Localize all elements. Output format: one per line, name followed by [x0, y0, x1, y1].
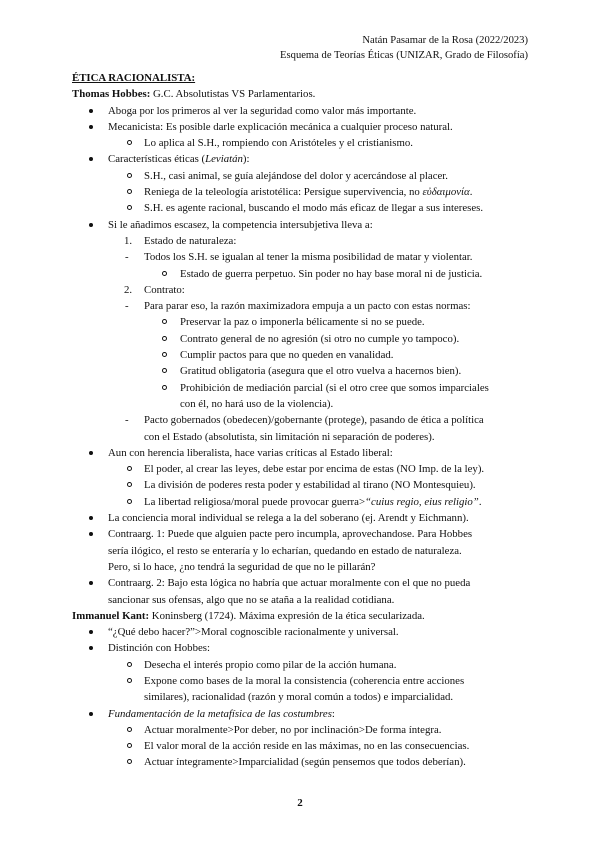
list-item: S.H., casi animal, se guía alejándose del dolor y acercándose al placer.: [72, 168, 530, 184]
list-item: Distinción con Hobbes:: [72, 640, 530, 656]
page-number: 2: [297, 797, 303, 809]
number-marker: 1.: [124, 234, 133, 247]
circle-bullet-icon: [127, 466, 132, 471]
list-item: Lo aplica al S.H., rompiendo con Aristóteles y el cristianismo.: [72, 135, 530, 151]
dash-marker: -: [125, 300, 129, 313]
list-item: Gratitud obligatoria (asegura que el otro vuelva a hacernos bien).: [72, 363, 530, 379]
circle-bullet-icon: [162, 271, 167, 276]
list-item: Cumplir pactos para que no queden en vanalidad.: [72, 347, 530, 363]
circle-bullet-icon: [127, 678, 132, 683]
circle-bullet-icon: [127, 743, 132, 748]
list-item: Prohibición de mediación parcial (si el otro cree que somos imparciales: [72, 380, 530, 396]
list-item: Estado de guerra perpetuo. Sin poder no hay base moral ni de justicia.: [72, 266, 530, 282]
circle-bullet-icon: [162, 336, 167, 341]
circle-bullet-icon: [127, 759, 132, 764]
numbered-item: 2. Contrato:: [72, 282, 530, 298]
numbered-item: 1. Estado de naturaleza:: [72, 233, 530, 249]
dash-item: - Para parar eso, la razón maximizadora empuja a un pacto con estas normas:: [72, 298, 530, 314]
hobbes-name: Thomas Hobbes:: [72, 88, 151, 101]
circle-bullet-icon: [127, 173, 132, 178]
kant-intro: Koninsberg (1724). Máxima expresión de la ética secularizada.: [149, 609, 425, 622]
bullet-icon: [89, 646, 93, 650]
circle-bullet-icon: [127, 205, 132, 210]
page-header: [280, 33, 528, 63]
list-item: Aun con herencia liberalista, hace varias críticas al Estado liberal:: [72, 445, 530, 461]
section-title: ÉTICA RACIONALISTA:: [72, 72, 196, 84]
list-item: “¿Qué debo hacer?”>Moral cognoscible racionalmente y universal.: [72, 624, 530, 640]
list-item: Características éticas (Leviatán):: [72, 151, 530, 167]
list-item: La conciencia moral individual se relega a la del soberano (ej. Arendt y Eichmann).: [72, 510, 530, 526]
dash-marker: -: [125, 251, 129, 264]
circle-bullet-icon: [127, 140, 132, 145]
dash-marker: -: [125, 414, 129, 427]
hobbes-heading: [72, 86, 530, 102]
bullet-icon: [89, 516, 93, 520]
bullet-icon: [89, 223, 93, 227]
list-item: Aboga por los primeros al ver la seguridad como valor más importante.: [72, 103, 530, 119]
kant-name: Immanuel Kant:: [72, 609, 150, 622]
header-author: Natán Pasamar de la Rosa (2022/2023): [362, 35, 528, 46]
kant-heading: [72, 608, 530, 624]
list-item: La división de poderes resta poder y estabilidad al tirano (NO Montesquieu).: [72, 477, 530, 493]
list-item-continuation: sería ilógico, el resto se enteraría y lo echarían, quedando en estado de naturaleza.: [108, 544, 462, 557]
list-item: Actuar moralmente>Por deber, no por inclinación>De forma íntegra.: [72, 722, 530, 738]
bullet-icon: [89, 630, 93, 634]
list-item: S.H. es agente racional, buscando el modo más eficaz de llegar a sus intereses.: [72, 200, 530, 216]
circle-bullet-icon: [127, 727, 132, 732]
list-item-continuation: sancionar sus ofensas, algo que no se ataña a la realidad cotidiana.: [108, 593, 395, 606]
list-item-continuation: similares), racionalidad (razón y moral común a todos) e imparcialidad.: [144, 691, 454, 704]
list-item: Si le añadimos escasez, la competencia intersubjetiva lleva a:: [72, 217, 530, 233]
bullet-icon: [89, 125, 93, 129]
list-item: Preservar la paz o imponerla bélicamente si no se puede.: [72, 314, 530, 330]
list-item: Contraarg. 1: Puede que alguien pacte pero incumpla, aprovechandose. Para Hobbes: [72, 526, 530, 542]
dash-item-continuation: con el Estado (absolutista, sin limitación ni separación de poderes).: [144, 430, 435, 443]
list-item: Contraarg. 2: Bajo esta lógica no habría que actuar moralmente con el que no pueda: [72, 575, 530, 591]
circle-bullet-icon: [162, 352, 167, 357]
list-item: Mecanicista: Es posible darle explicación mecánica a cualquier proceso natural.: [72, 119, 530, 135]
circle-bullet-icon: [162, 319, 167, 324]
list-item: El valor moral de la acción reside en las máximas, no en las consecuencias.: [72, 738, 530, 754]
circle-bullet-icon: [127, 499, 132, 504]
bullet-icon: [89, 532, 93, 536]
number-marker: 2.: [124, 283, 133, 296]
bullet-icon: [89, 109, 93, 113]
list-item-continuation: con él, no hará uso de la violencia).: [180, 397, 334, 410]
list-item: La libertad religiosa/moral puede provocar guerra>“cuius regio, eius religio”.: [72, 494, 530, 510]
list-item: Fundamentación de la metafísica de las costumbres:: [72, 706, 530, 722]
list-item: Reniega de la teleología aristotélica: Persigue supervivencia, no εὐδαιμονία.: [72, 184, 530, 200]
circle-bullet-icon: [127, 189, 132, 194]
dash-item: - Todos los S.H. se igualan al tener la misma posibilidad de matar y violentar.: [72, 249, 530, 265]
list-item: Expone como bases de la moral la consistencia (coherencia entre acciones: [72, 673, 530, 689]
circle-bullet-icon: [162, 385, 167, 390]
circle-bullet-icon: [127, 662, 132, 667]
list-item: Actuar íntegramente>Imparcialidad (según pensemos que todos deberían).: [72, 754, 530, 770]
bullet-icon: [89, 451, 93, 455]
circle-bullet-icon: [162, 368, 167, 373]
dash-item: - Pacto gobernados (obedecen)/gobernante (protege), pasando de ética a política: [72, 412, 530, 428]
bullet-icon: [89, 712, 93, 716]
list-item: Desecha el interés propio como pilar de la acción humana.: [72, 657, 530, 673]
circle-bullet-icon: [127, 482, 132, 487]
list-item: El poder, al crear las leyes, debe estar por encima de estas (NO Imp. de la ley).: [72, 461, 530, 477]
hobbes-intro: G.C. Absolutistas VS Parlamentarios.: [150, 88, 316, 101]
list-item: Contrato general de no agresión (si otro no cumple yo tampoco).: [72, 331, 530, 347]
bullet-icon: [89, 157, 93, 161]
document-body: [72, 70, 530, 771]
list-item-continuation: Pero, si lo hace, ¿no tendrá la seguridad de que no le pillarán?: [108, 560, 376, 573]
bullet-icon: [89, 581, 93, 585]
header-subtitle: Esquema de Teorías Éticas (UNIZAR, Grado de Filosofía): [280, 50, 528, 61]
